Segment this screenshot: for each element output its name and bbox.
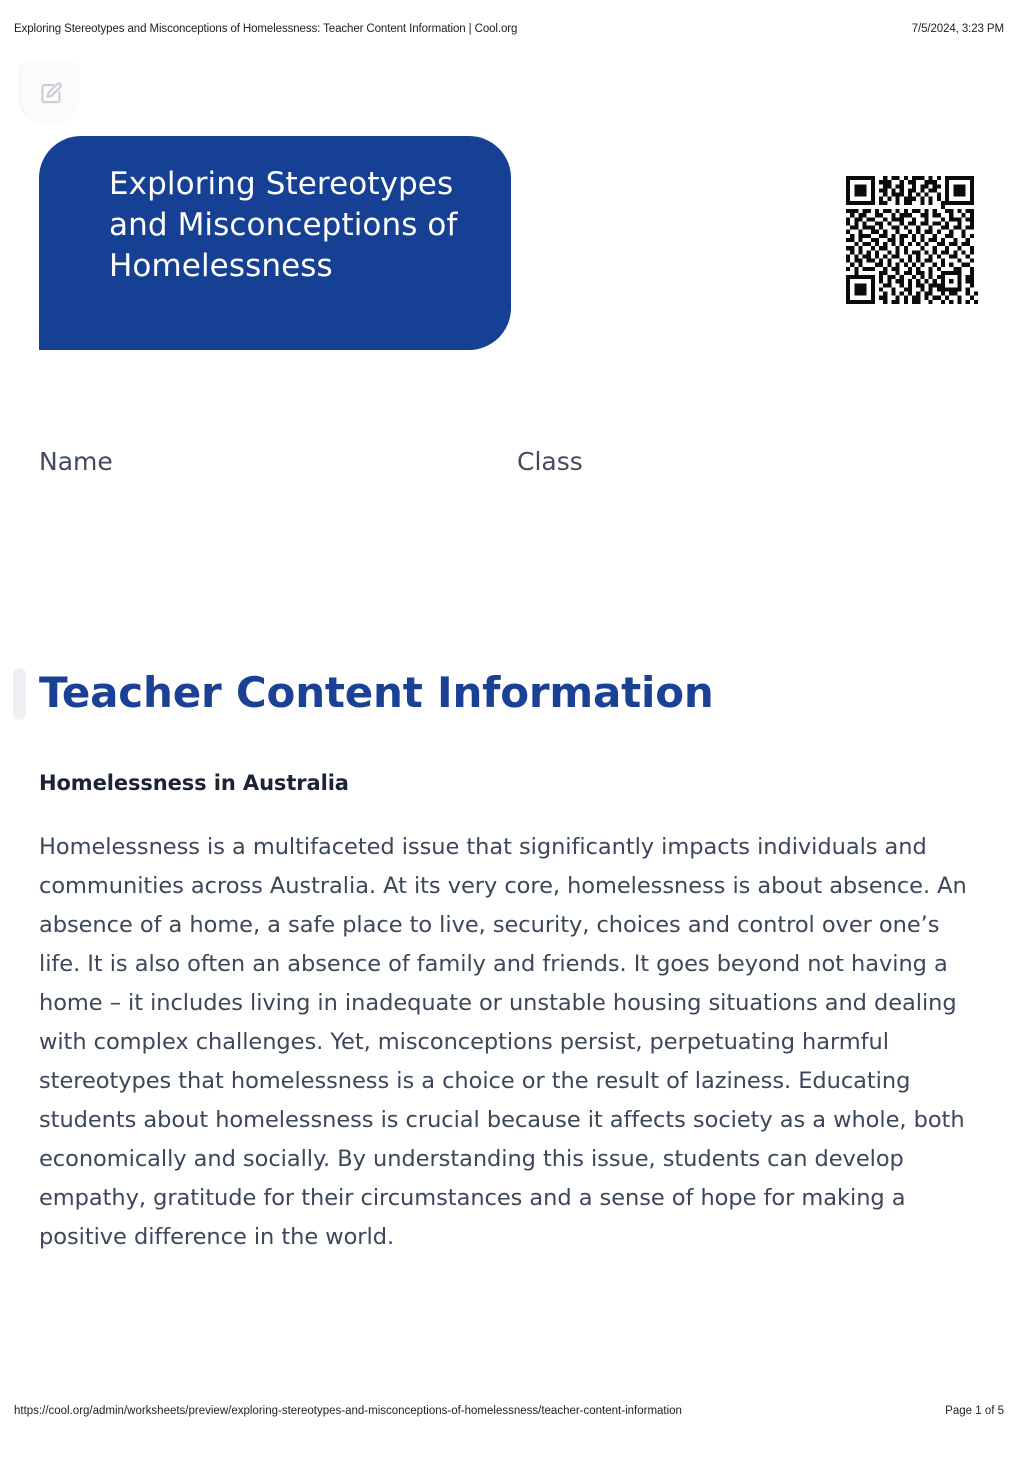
print-header-timestamp: 7/5/2024, 3:23 PM: [911, 23, 1004, 35]
worksheet-title: Exploring Stereotypes and Misconceptions of Homelessness: [109, 166, 458, 284]
print-header: [0, 20, 1018, 38]
content-paragraph: Homelessness is a multifaceted issue that significantly impacts individuals and communities across Australia. At its very core, homelessness is about absence. An absence of a home, a safe place to live, security, choices and control over one’s life. It is also often an absence of family and friends. It goes beyond not having a home – it includes living in inadequate or unstable housing situations and dealing with complex challenges. Yet, misconceptions persist, perpetuating harmful stereotypes that homelessness is a choice or the result of laziness. Educating students about homelessness is crucial because it affects society as a whole, both economically and socially. By understanding this issue, students can develop empathy, gratitude for their circumstances and a sense of hope for making a positive difference in the world.: [39, 834, 967, 1250]
name-field-label: Name: [39, 447, 113, 476]
print-footer: [0, 1402, 1018, 1420]
content-sub-heading: Homelessness in Australia: [39, 771, 349, 795]
page-title: Teacher Content Information: [39, 668, 714, 717]
qr-code-icon: [842, 172, 978, 308]
content-body: [39, 768, 979, 1257]
print-footer-url: https://cool.org/admin/worksheets/preview/exploring-stereotypes-and-misconceptions-of-homelessness/teacher-content-information: [14, 1405, 682, 1417]
edit-square-pencil-icon[interactable]: [38, 80, 65, 107]
class-field-label: Class: [517, 447, 583, 476]
section-heading: [0, 660, 1018, 730]
qr-code: [842, 172, 978, 308]
edit-title-button[interactable]: [18, 62, 80, 124]
heading-accent-bar: [13, 668, 26, 720]
print-header-document-title: Exploring Stereotypes and Misconceptions of Homelessness: Teacher Content Information | Cool.org: [14, 23, 518, 35]
print-footer-page-indicator: Page 1 of 5: [945, 1405, 1004, 1417]
student-fields-row: [39, 444, 939, 480]
worksheet-title-card: [39, 136, 511, 350]
